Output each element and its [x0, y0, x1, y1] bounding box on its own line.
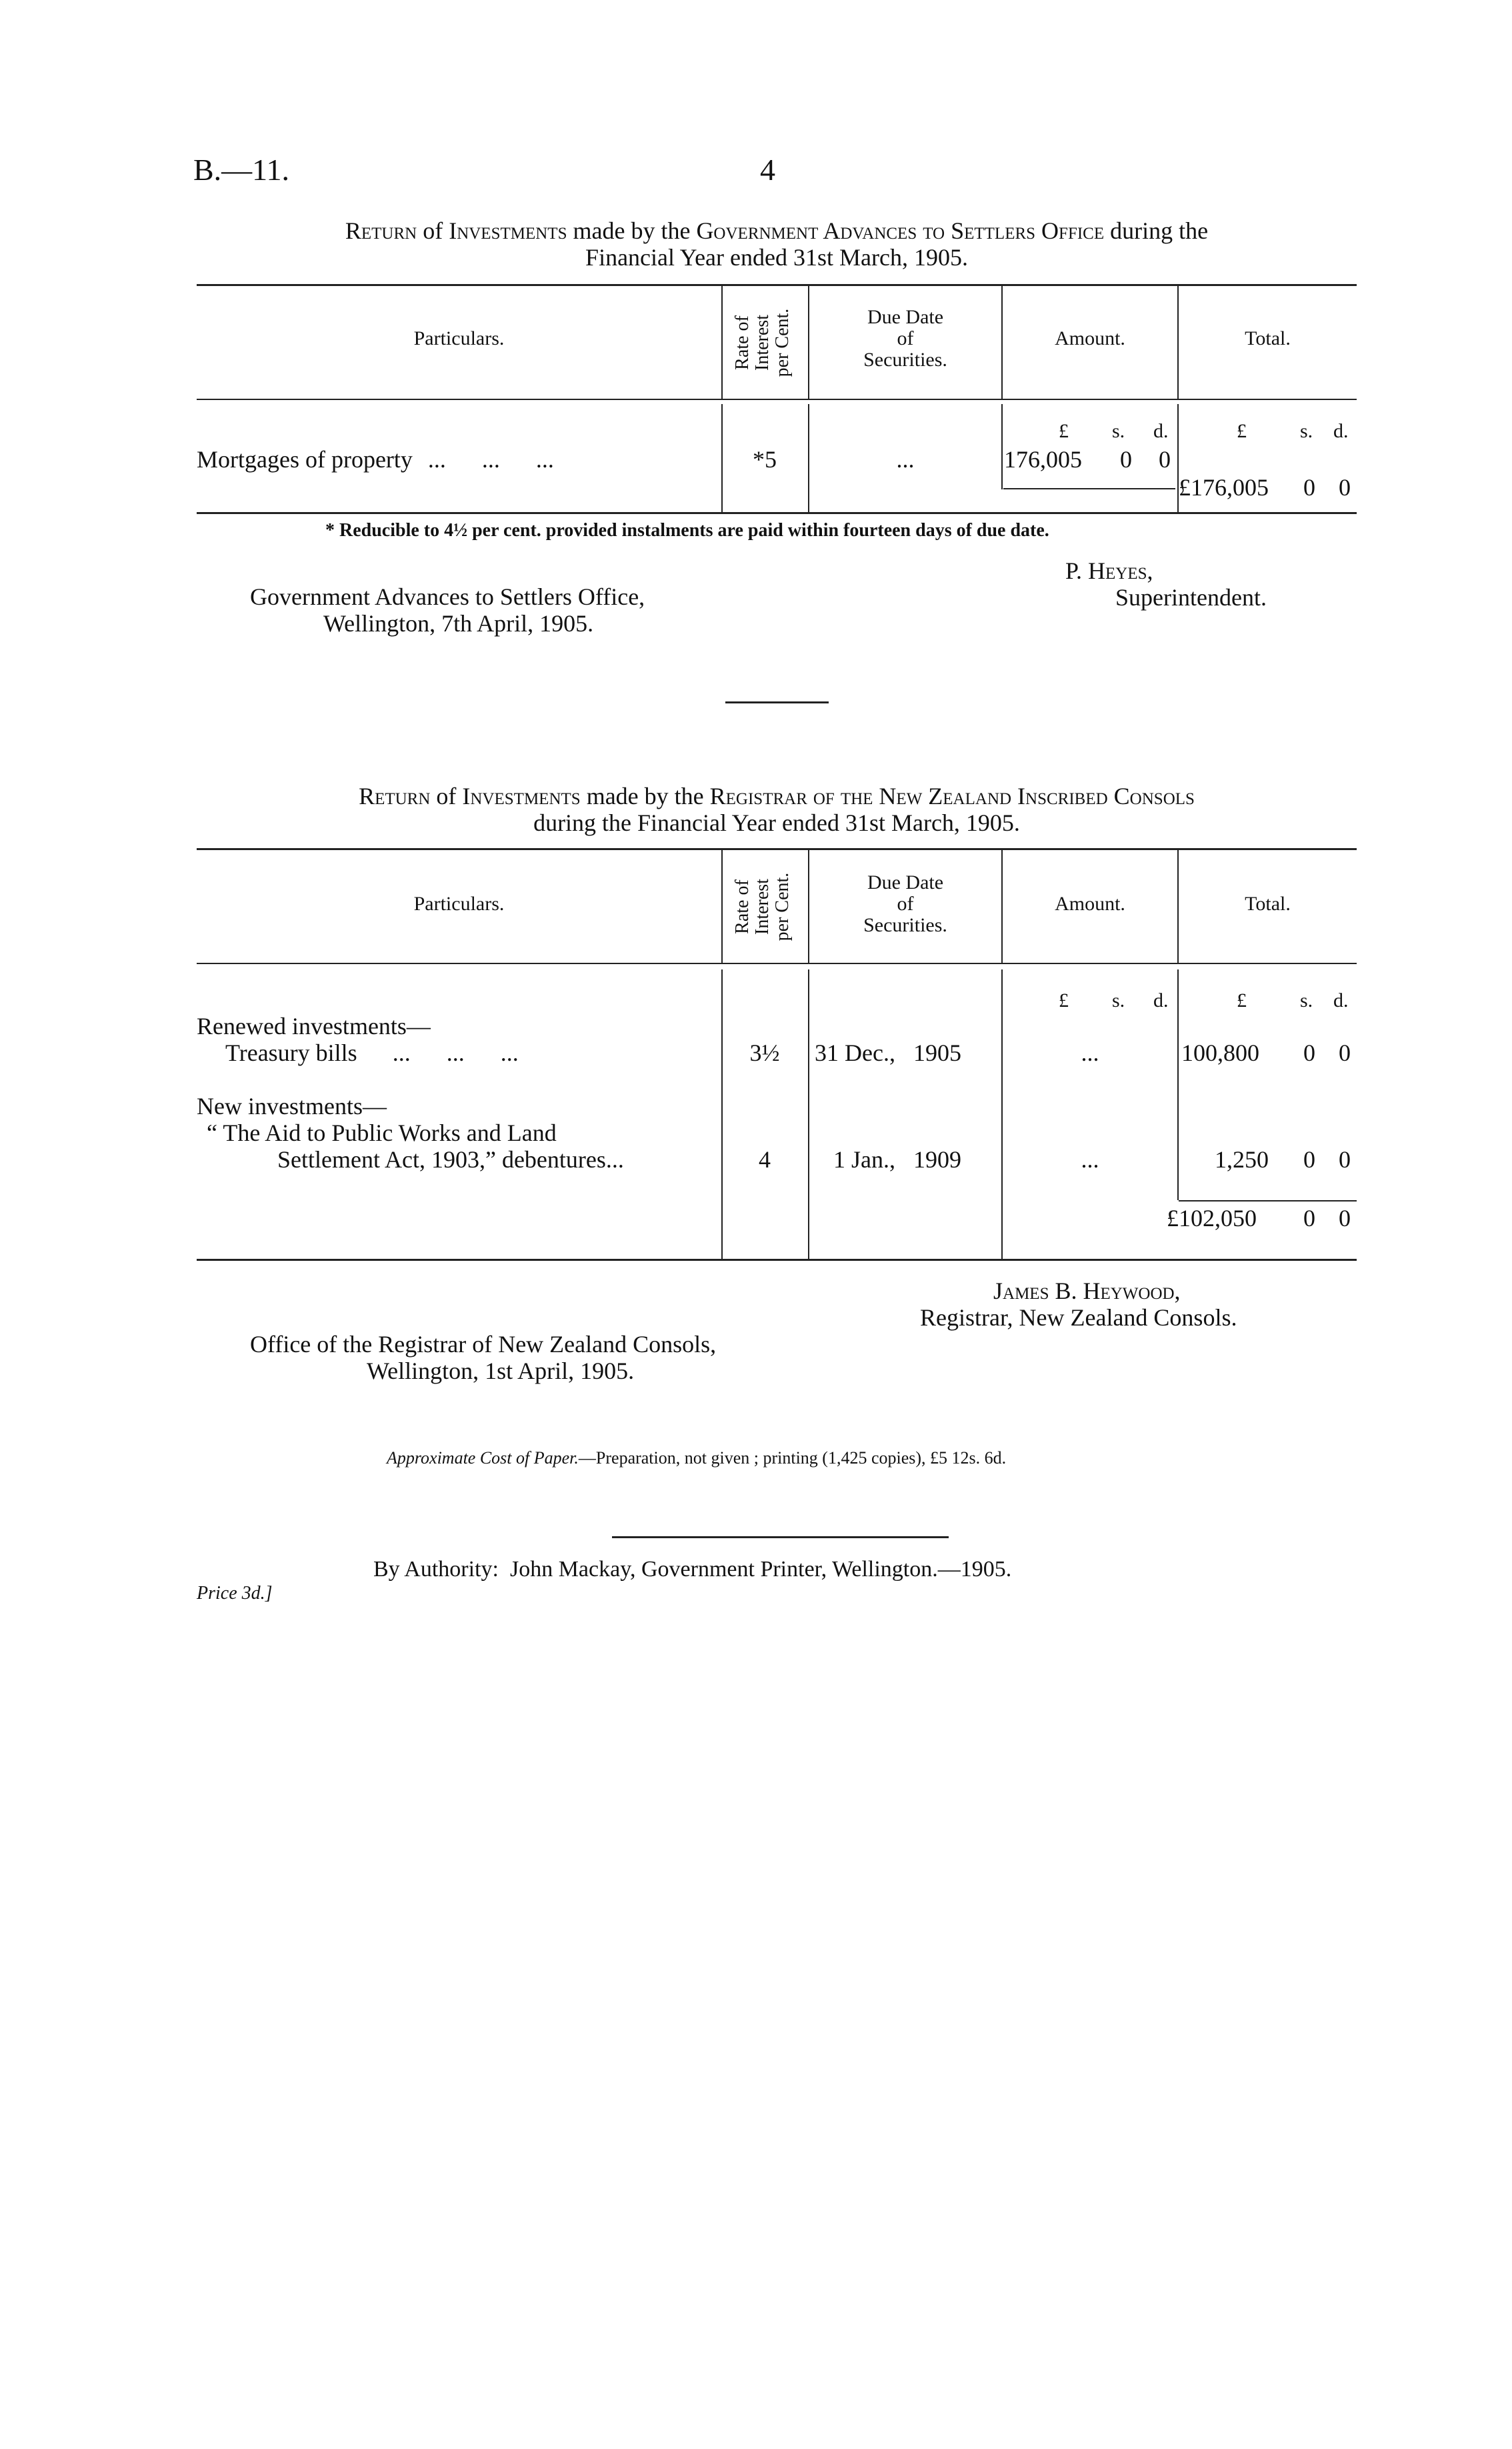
title-word: made by the: [580, 783, 710, 809]
header-amount: Amount.: [1055, 327, 1125, 349]
title-word: Investments: [462, 783, 581, 809]
title-word: Return: [345, 217, 417, 244]
title-word: Government Advances to Settlers Office: [696, 217, 1105, 244]
title-word: Return: [359, 783, 431, 809]
row-due: ...: [896, 446, 915, 473]
unit-pence: d.: [1153, 420, 1169, 442]
table1-title-line2: Financial Year ended 31st March, 1905.: [585, 244, 968, 271]
header-rate: [733, 843, 797, 970]
title-word: Investments: [449, 217, 567, 244]
total-shillings: 0: [1303, 474, 1315, 501]
group-label-new: New investments—: [197, 1093, 387, 1119]
unit-pence: d.: [1153, 989, 1169, 1011]
section-divider: [725, 701, 829, 703]
header-due-line: of: [897, 893, 914, 915]
unit-pence: d.: [1333, 989, 1349, 1011]
unit-pound: £: [1059, 420, 1069, 442]
title-word: during the: [1104, 217, 1209, 244]
grand-total-shillings: 0: [1303, 1205, 1315, 1232]
row-rate: 4: [759, 1146, 771, 1173]
header-due-line: of: [897, 327, 914, 349]
printer-authority: By Authority: John Mackay, Government Printer, Wellington.—1905.: [373, 1557, 1012, 1582]
header-total: Total.: [1245, 893, 1291, 915]
header-due-line: Due Date: [867, 871, 944, 893]
header-particulars: Particulars.: [413, 893, 505, 915]
title-word: Registrar of the New Zealand Inscribed Consols: [709, 783, 1195, 809]
office-line: Government Advances to Settlers Office,: [250, 583, 645, 610]
header-rate-line: Rate of: [732, 315, 753, 370]
row-amount-pence: 0: [1159, 446, 1171, 473]
row-particulars: [197, 445, 554, 473]
title-word: made by the: [567, 217, 697, 244]
table1-signature: [1065, 557, 1267, 611]
table2-title: [193, 783, 1360, 836]
row-total-pounds: 1,250: [1215, 1146, 1269, 1173]
office-line: Office of the Registrar of New Zealand Consols,: [250, 1331, 717, 1358]
header-rate-line: per Cent.: [772, 308, 793, 377]
header-due-date: [809, 307, 1001, 371]
table1-title-line1: [193, 217, 1360, 244]
signature-name: James B. Heywood,: [993, 1278, 1181, 1304]
header-total: Total.: [1245, 327, 1291, 349]
cost-text: —Preparation, not given ; printing (1,425 copies), £5 12s. 6d.: [578, 1448, 1007, 1468]
row-rate: 3½: [749, 1039, 780, 1066]
title-word: of: [430, 783, 463, 809]
office-line: Wellington, 7th April, 1905.: [323, 610, 594, 637]
grand-total-pounds: £102,050: [1167, 1205, 1257, 1232]
row-total-pence: 0: [1339, 1146, 1351, 1173]
row-amount-shillings: 0: [1120, 446, 1132, 473]
signature-title: Registrar, New Zealand Consols.: [920, 1304, 1237, 1331]
grand-total-pence: 0: [1339, 1205, 1351, 1232]
page-number: 4: [760, 153, 775, 187]
header-amount: Amount.: [1055, 893, 1125, 915]
unit-shilling: s.: [1300, 420, 1313, 442]
table2-title-line1: [193, 783, 1360, 809]
leader-dots: ... ... ...: [427, 446, 554, 473]
row-total-pence: 0: [1339, 1039, 1351, 1066]
header-particulars: Particulars.: [413, 327, 505, 349]
row-due: 1 Jan., 1909: [833, 1146, 961, 1173]
header-rate-line: Rate of: [732, 879, 753, 934]
group-label-renewed: Renewed investments—: [197, 1013, 431, 1039]
unit-pence: d.: [1333, 420, 1349, 442]
row-treasury-bills: [225, 1039, 519, 1067]
office-line: Wellington, 1st April, 1905.: [367, 1358, 635, 1384]
row-total-pounds: 100,800: [1181, 1039, 1259, 1066]
unit-pound: £: [1237, 989, 1247, 1011]
row-amount-pounds: 176,005: [1004, 446, 1082, 473]
row-aid-act-line1: “ The Aid to Public Works and Land: [207, 1119, 557, 1146]
row-particulars-text: Mortgages of property: [197, 446, 413, 473]
header-due-line: Securities.: [863, 914, 947, 936]
table1-office: [250, 583, 645, 637]
row-total-shillings: 0: [1303, 1039, 1315, 1066]
row-aid-act-line2: Settlement Act, 1903,” debentures...: [277, 1146, 624, 1173]
header-rate: [733, 279, 797, 406]
signature-name: P. Heyes,: [1065, 557, 1153, 584]
row-amount: ...: [1081, 1146, 1099, 1173]
row-rate: *5: [753, 446, 777, 473]
header-due-line: Securities.: [863, 349, 947, 371]
header-rate-line: Interest: [752, 879, 773, 935]
table1-footnote: * Reducible to 4½ per cent. provided instalments are paid within fourteen days of due date.: [325, 520, 1049, 541]
price: Price 3d.]: [197, 1583, 273, 1604]
header-due-date: [809, 872, 1001, 936]
table2-office: [250, 1331, 716, 1384]
total-pence: 0: [1339, 474, 1351, 501]
table2-title-line2: during the Financial Year ended 31st March, 1905.: [533, 809, 1020, 836]
footer-rule: [612, 1536, 949, 1538]
cost-label: Approximate Cost of Paper.: [387, 1448, 579, 1468]
unit-pound: £: [1059, 989, 1069, 1011]
header-due-line: Due Date: [867, 306, 944, 328]
total-pounds: £176,005: [1179, 474, 1269, 501]
row-item-text: Treasury bills: [225, 1039, 357, 1066]
header-rate-line: Interest: [752, 315, 773, 371]
row-due: 31 Dec., 1905: [815, 1039, 961, 1066]
unit-pound: £: [1237, 420, 1247, 442]
unit-shilling: s.: [1112, 420, 1125, 442]
row-total-shillings: 0: [1303, 1146, 1315, 1173]
leader-dots: ... ... ...: [392, 1039, 519, 1066]
signature-title: Superintendent.: [1115, 584, 1267, 611]
cost-of-paper: [387, 1448, 1006, 1468]
unit-shilling: s.: [1300, 989, 1313, 1011]
page-reference: B.—11.: [193, 153, 289, 187]
header-rate-line: per Cent.: [772, 872, 793, 941]
row-amount: ...: [1081, 1039, 1099, 1066]
table2-signature: [920, 1278, 1237, 1331]
table1-title: [193, 217, 1360, 271]
title-word: of: [417, 217, 449, 244]
unit-shilling: s.: [1112, 989, 1125, 1011]
